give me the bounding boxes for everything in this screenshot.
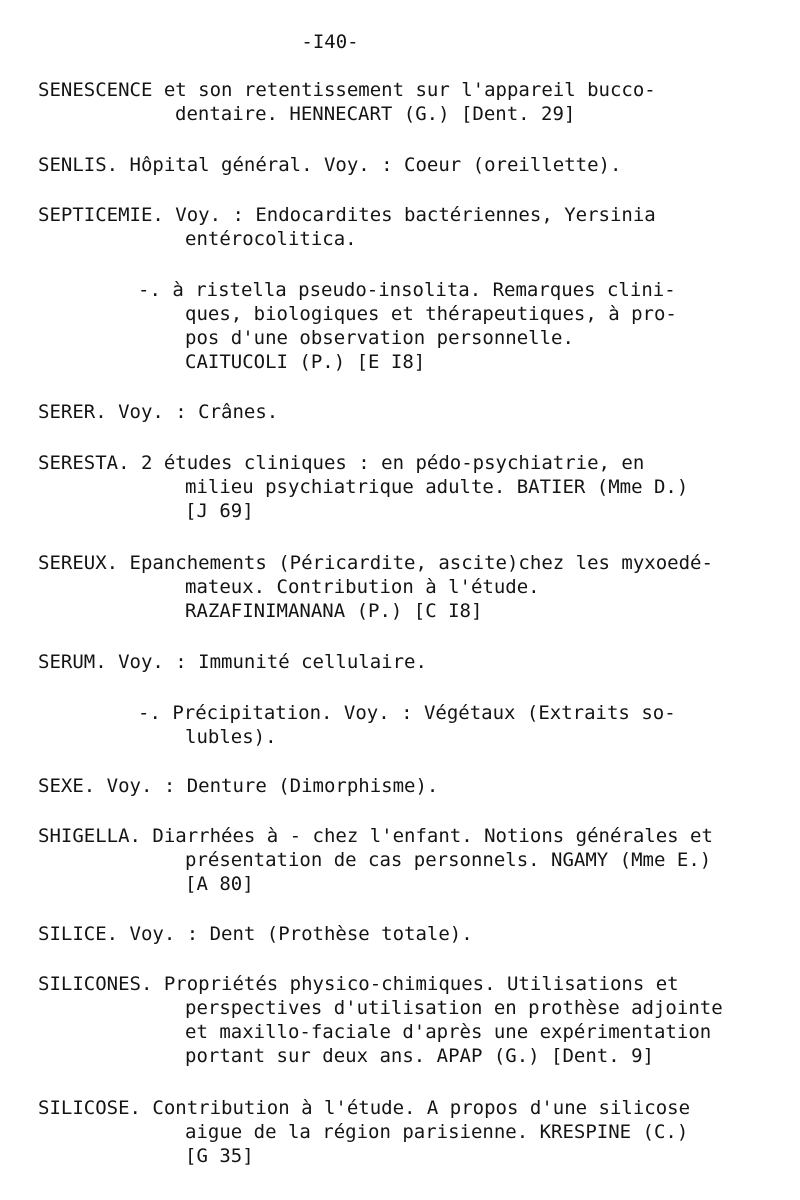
entry-line: pos d'une observation personnelle.: [185, 327, 574, 349]
entry-line: perspectives d'utilisation en prothèse adjointe: [185, 997, 723, 1019]
entry-line: entérocolitica.: [185, 228, 357, 250]
entry-line: SEREUX. Epanchements (Péricardite, ascite)chez les myxoedé-: [38, 552, 713, 574]
entry-line: SHIGELLA. Diarrhées à - chez l'enfant. Notions générales et: [38, 825, 713, 847]
entry-line: aigue de la région parisienne. KRESPINE (C.): [185, 1121, 689, 1143]
entry-line: [J 69]: [185, 500, 254, 522]
entry-line: -. à ristella pseudo-insolita. Remarques clini-: [138, 279, 676, 301]
entry-line: dentaire. HENNECART (G.) [Dent. 29]: [175, 103, 576, 125]
entry-line: RAZAFINIMANANA (P.) [C I8]: [185, 600, 483, 622]
entry-line: présentation de cas personnels. NGAMY (Mme E.): [185, 849, 712, 871]
entry-line: SILICONES. Propriétés physico-chimiques. Utilisations et: [38, 973, 679, 995]
entry-line: CAITUCOLI (P.) [E I8]: [185, 351, 426, 373]
entry-line: SEPTICEMIE. Voy. : Endocardites bactériennes, Yersinia: [38, 204, 656, 226]
entry-line: et maxillo-faciale d'après une expérimentation: [185, 1021, 712, 1043]
entry-line: ques, biologiques et thérapeutiques, à pro-: [185, 303, 677, 325]
entry-line: [G 35]: [185, 1145, 254, 1167]
entry-line: SILICOSE. Contribution à l'étude. A propos d'une silicose: [38, 1097, 691, 1119]
entry-line: SEXE. Voy. : Denture (Dimorphisme).: [38, 775, 439, 797]
entry-line: SENLIS. Hôpital général. Voy. : Coeur (oreillette).: [38, 154, 622, 176]
entry-line: SERESTA. 2 études cliniques : en pédo-psychiatrie, en: [38, 452, 645, 474]
entry-line: SENESCENCE et son retentissement sur l'appareil bucco-: [38, 79, 656, 101]
page-number: -I40-: [301, 31, 359, 53]
entry-line: [A 80]: [185, 873, 254, 895]
entry-line: mateux. Contribution à l'étude.: [185, 576, 540, 598]
entry-line: portant sur deux ans. APAP (G.) [Dent. 9]: [185, 1045, 654, 1067]
entry-line: SILICE. Voy. : Dent (Prothèse totale).: [38, 923, 473, 945]
entry-line: SERER. Voy. : Crânes.: [38, 401, 279, 423]
entry-line: milieu psychiatrique adulte. BATIER (Mme D.): [185, 476, 689, 498]
entry-line: SERUM. Voy. : Immunité cellulaire.: [38, 651, 427, 673]
entry-line: lubles).: [185, 726, 277, 748]
entry-line: -. Précipitation. Voy. : Végétaux (Extraits so-: [138, 702, 676, 724]
